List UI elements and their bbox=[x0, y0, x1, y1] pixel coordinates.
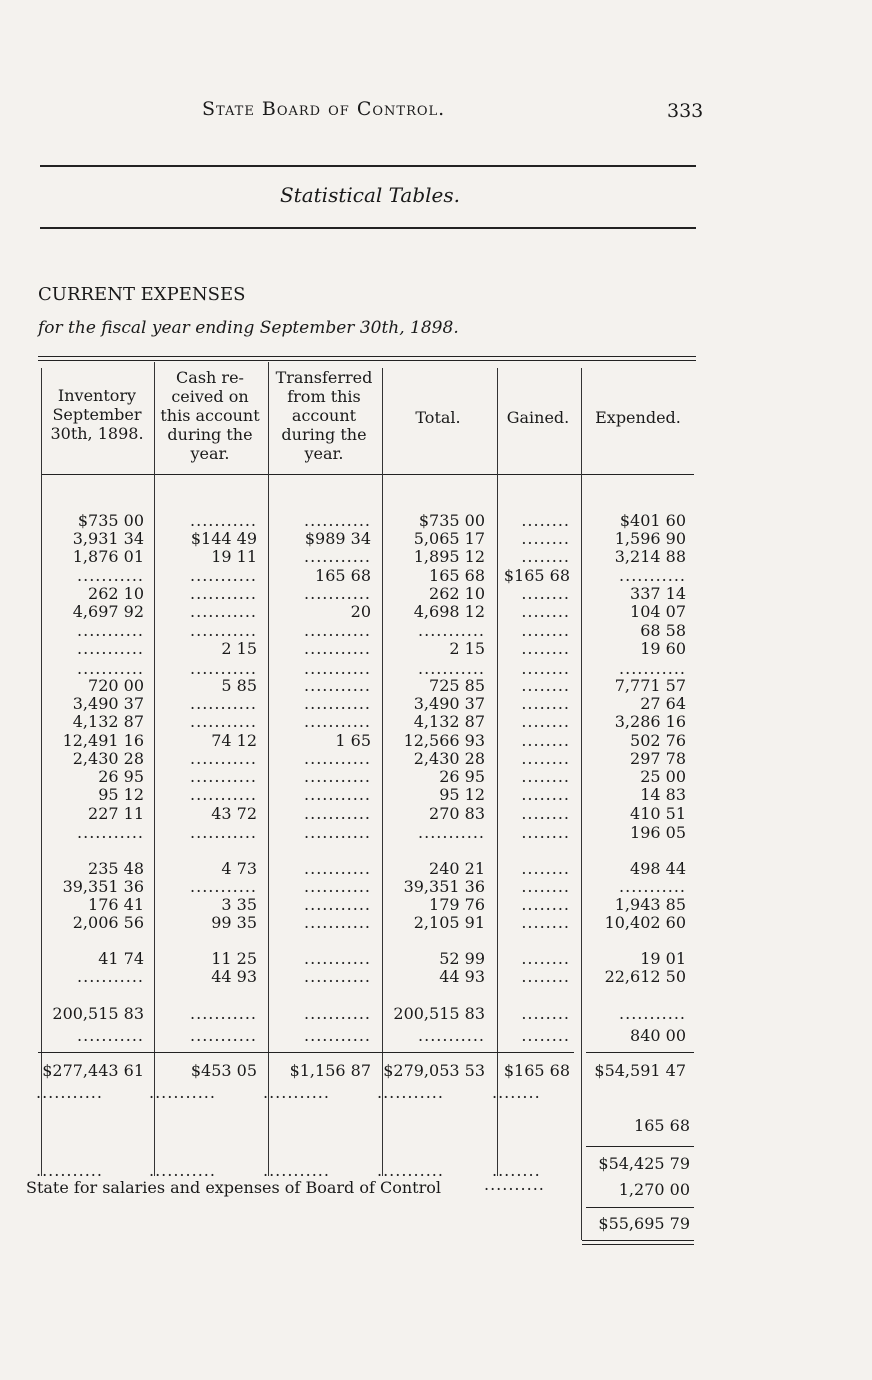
total-cell: $279,053 53 bbox=[383, 1061, 485, 1080]
table-top-rule bbox=[38, 356, 696, 357]
leader-dots: ........... bbox=[190, 823, 257, 842]
leader-dots: ........... bbox=[418, 621, 485, 640]
table-cell: $989 34 bbox=[304, 529, 371, 548]
table-cell: 4 73 bbox=[221, 859, 257, 878]
table-cell: 7,771 57 bbox=[614, 676, 686, 695]
table-cell: 3 35 bbox=[221, 895, 257, 914]
column-header bbox=[269, 368, 379, 463]
leader-dots: ........... bbox=[190, 511, 257, 530]
table-cell: 2,430 28 bbox=[413, 749, 485, 768]
table-cell: 43 72 bbox=[211, 804, 257, 823]
table-cell: 270 83 bbox=[429, 804, 485, 823]
total-cell: $54,591 47 bbox=[594, 1061, 686, 1080]
leader-dots: ........... bbox=[304, 676, 371, 695]
leader-dots: ........... bbox=[304, 639, 371, 658]
leader-dots: ........... bbox=[418, 659, 485, 678]
table-cell: 165 68 bbox=[429, 566, 485, 585]
leader-dots: ........... bbox=[619, 566, 686, 585]
table-cell: 22,612 50 bbox=[604, 967, 686, 986]
column-header-line: this account bbox=[160, 406, 260, 425]
table-cell: 68 58 bbox=[640, 621, 686, 640]
column-header-line: from this bbox=[287, 387, 361, 406]
leader-dots: ........ bbox=[521, 823, 570, 842]
table-cell: 502 76 bbox=[630, 731, 686, 750]
table-cell: 200,515 83 bbox=[52, 1004, 144, 1023]
leader-dots: ........ bbox=[521, 639, 570, 658]
table-cell: 104 07 bbox=[630, 602, 686, 621]
leader-dots: ........... bbox=[190, 621, 257, 640]
table-cell: 3,214 88 bbox=[614, 547, 686, 566]
table-cell: 10,402 60 bbox=[604, 913, 686, 932]
grand-total-rule bbox=[586, 1207, 694, 1208]
table-cell: 20 bbox=[350, 602, 371, 621]
column-header-line: during the bbox=[167, 425, 253, 444]
table-cell: 19 60 bbox=[640, 639, 686, 658]
col-divider bbox=[581, 368, 582, 1240]
leader-dots: ........ bbox=[492, 1161, 541, 1180]
column-header-line: Total. bbox=[415, 408, 461, 427]
table-cell: 2 15 bbox=[449, 639, 485, 658]
leader-dots: ........... bbox=[190, 767, 257, 786]
column-header-line: Inventory bbox=[57, 386, 137, 405]
state-leader: .......... bbox=[484, 1175, 545, 1194]
column-header-line: year. bbox=[304, 444, 344, 463]
leader-dots: ........... bbox=[304, 659, 371, 678]
leader-dots: ........... bbox=[304, 804, 371, 823]
table-cell: $144 49 bbox=[190, 529, 257, 548]
column-header-line: Gained. bbox=[506, 408, 570, 427]
leader-dots: ........ bbox=[492, 1083, 541, 1102]
leader-dots: ........ bbox=[521, 895, 570, 914]
table-cell: 25 00 bbox=[640, 767, 686, 786]
leader-dots: ........... bbox=[418, 1026, 485, 1045]
leader-dots: ........... bbox=[304, 895, 371, 914]
leader-dots: ........... bbox=[190, 877, 257, 896]
leader-dots: ........... bbox=[149, 1161, 216, 1180]
leader-dots: ........... bbox=[304, 547, 371, 566]
leader-dots: ........ bbox=[521, 877, 570, 896]
total-cell: $165 68 bbox=[503, 1061, 570, 1080]
table-cell: 227 11 bbox=[88, 804, 144, 823]
table-cell: 725 85 bbox=[429, 676, 485, 695]
table-cell: 262 10 bbox=[88, 584, 144, 603]
leader-dots: ........... bbox=[190, 712, 257, 731]
leader-dots: ........... bbox=[619, 1004, 686, 1023]
state-label: State for salaries and expenses of Board of Control bbox=[26, 1178, 441, 1197]
leader-dots: ........... bbox=[190, 785, 257, 804]
leader-dots: ........ bbox=[521, 584, 570, 603]
section-rule bbox=[40, 227, 696, 229]
column-header bbox=[498, 408, 578, 427]
column-header-line: Expended. bbox=[595, 408, 681, 427]
table-cell: 26 95 bbox=[439, 767, 485, 786]
leader-dots: ........... bbox=[619, 877, 686, 896]
column-header-line: ceived on bbox=[171, 387, 249, 406]
table-cell: 11 25 bbox=[211, 949, 257, 968]
table-cell: 5 85 bbox=[221, 676, 257, 695]
table-cell: 240 21 bbox=[429, 859, 485, 878]
table-cell: 410 51 bbox=[630, 804, 686, 823]
table-cell: 14 83 bbox=[640, 785, 686, 804]
table-cell: 176 41 bbox=[88, 895, 144, 914]
leader-dots: ........... bbox=[190, 566, 257, 585]
table-cell: 12,566 93 bbox=[403, 731, 485, 750]
leader-dots: ........ bbox=[521, 602, 570, 621]
leader-dots: ........... bbox=[377, 1161, 444, 1180]
leader-dots: ........... bbox=[304, 1026, 371, 1045]
leader-dots: ........ bbox=[521, 547, 570, 566]
table-cell: $735 00 bbox=[77, 511, 144, 530]
table-cell: 39,351 36 bbox=[62, 877, 144, 896]
table-cell: 99 35 bbox=[211, 913, 257, 932]
leader-dots: ........... bbox=[263, 1161, 330, 1180]
table-cell: 1,876 01 bbox=[72, 547, 144, 566]
table-cell: 2 15 bbox=[221, 639, 257, 658]
leader-dots: ........... bbox=[263, 1083, 330, 1102]
leader-dots: ........ bbox=[521, 1004, 570, 1023]
leader-dots: ........ bbox=[521, 621, 570, 640]
leader-dots: ........ bbox=[521, 694, 570, 713]
leader-dots: ........... bbox=[304, 749, 371, 768]
leader-dots: ........... bbox=[149, 1083, 216, 1102]
table-cell: 19 11 bbox=[211, 547, 257, 566]
column-header-line: year. bbox=[190, 444, 230, 463]
table-cell: 1 65 bbox=[335, 731, 371, 750]
table-cell: 1,943 85 bbox=[614, 895, 686, 914]
leader-dots: ........... bbox=[304, 913, 371, 932]
leader-dots: ........... bbox=[304, 859, 371, 878]
leader-dots: ........... bbox=[36, 1083, 103, 1102]
column-header-line: Cash re- bbox=[176, 368, 244, 387]
leader-dots: ........... bbox=[190, 584, 257, 603]
leader-dots: ........ bbox=[521, 659, 570, 678]
table-cell: 2,430 28 bbox=[72, 749, 144, 768]
leader-dots: ........... bbox=[377, 1083, 444, 1102]
top-rule bbox=[40, 165, 696, 167]
table-cell: 4,132 87 bbox=[72, 712, 144, 731]
leader-dots: ........... bbox=[36, 1161, 103, 1180]
table-cell: 26 95 bbox=[98, 767, 144, 786]
leader-dots: ........... bbox=[304, 621, 371, 640]
leader-dots: ........ bbox=[521, 785, 570, 804]
leader-dots: ........ bbox=[521, 731, 570, 750]
leader-dots: ........ bbox=[521, 913, 570, 932]
table-cell: 3,286 16 bbox=[614, 712, 686, 731]
leader-dots: ........... bbox=[304, 823, 371, 842]
leader-dots: ........ bbox=[521, 967, 570, 986]
leader-dots: ........ bbox=[521, 859, 570, 878]
column-header-line: during the bbox=[281, 425, 367, 444]
leader-dots: ........... bbox=[190, 659, 257, 678]
grand-total-double-rule bbox=[582, 1240, 694, 1241]
leader-dots: ........... bbox=[190, 694, 257, 713]
table-cell: $401 60 bbox=[619, 511, 686, 530]
leader-dots: ........... bbox=[304, 584, 371, 603]
table-cell: 498 44 bbox=[630, 859, 686, 878]
table-cell: 235 48 bbox=[88, 859, 144, 878]
table-heading: CURRENT EXPENSES bbox=[38, 284, 246, 305]
table-cell: 27 64 bbox=[640, 694, 686, 713]
table-cell: 95 12 bbox=[98, 785, 144, 804]
leader-dots: ........... bbox=[304, 785, 371, 804]
column-header bbox=[155, 368, 265, 463]
table-cell: 44 93 bbox=[439, 967, 485, 986]
table-cell: 1,596 90 bbox=[614, 529, 686, 548]
leader-dots: ........... bbox=[619, 659, 686, 678]
table-top-rule-2 bbox=[38, 360, 696, 361]
grand-total: $55,695 79 bbox=[598, 1214, 690, 1233]
table-cell: 39,351 36 bbox=[403, 877, 485, 896]
leader-dots: ........ bbox=[521, 749, 570, 768]
table-cell: 41 74 bbox=[98, 949, 144, 968]
leader-dots: ........... bbox=[77, 621, 144, 640]
column-header-line: Transferred bbox=[275, 368, 373, 387]
leader-dots: ........... bbox=[304, 511, 371, 530]
table-subheading: for the fiscal year ending September 30th, 1898. bbox=[38, 318, 459, 338]
table-cell: 337 14 bbox=[630, 584, 686, 603]
table-cell: 52 99 bbox=[439, 949, 485, 968]
table-cell: 720 00 bbox=[88, 676, 144, 695]
leader-dots: ........... bbox=[77, 967, 144, 986]
table-cell: $735 00 bbox=[418, 511, 485, 530]
leader-dots: ........... bbox=[304, 712, 371, 731]
leader-dots: ........... bbox=[190, 749, 257, 768]
table-cell: 5,065 17 bbox=[413, 529, 485, 548]
leader-dots: ........... bbox=[190, 1004, 257, 1023]
table-cell: 95 12 bbox=[439, 785, 485, 804]
table-cell: 165 68 bbox=[315, 566, 371, 585]
grand-total-double-rule-2 bbox=[582, 1244, 694, 1245]
total-cell: $1,156 87 bbox=[289, 1061, 371, 1080]
column-header bbox=[42, 386, 152, 443]
table-cell: 840 00 bbox=[630, 1026, 686, 1045]
leader-dots: ........ bbox=[521, 804, 570, 823]
table-cell: 200,515 83 bbox=[393, 1004, 485, 1023]
leader-dots: ........... bbox=[190, 602, 257, 621]
table-cell: 1,895 12 bbox=[413, 547, 485, 566]
leader-dots: ........... bbox=[77, 639, 144, 658]
leader-dots: ........... bbox=[190, 1026, 257, 1045]
running-header-title: State Board of Control. bbox=[202, 98, 446, 120]
column-header bbox=[383, 408, 493, 427]
column-header-line: 30th, 1898. bbox=[50, 424, 144, 443]
total-cell: $277,443 61 bbox=[42, 1061, 144, 1080]
net-amount: $54,425 79 bbox=[598, 1154, 690, 1173]
table-cell: 44 93 bbox=[211, 967, 257, 986]
table-cell: 196 05 bbox=[630, 823, 686, 842]
totals-rule bbox=[38, 1052, 574, 1053]
section-title: Statistical Tables. bbox=[279, 183, 461, 207]
header-bottom-rule bbox=[42, 474, 694, 475]
table-cell: 74 12 bbox=[211, 731, 257, 750]
table-cell: 4,698 12 bbox=[413, 602, 485, 621]
table-cell: 3,490 37 bbox=[72, 694, 144, 713]
state-amount: 1,270 00 bbox=[618, 1180, 690, 1199]
deduction-amount: 165 68 bbox=[634, 1116, 690, 1135]
column-header-line: September bbox=[52, 405, 142, 424]
leader-dots: ........... bbox=[304, 949, 371, 968]
leader-dots: ........... bbox=[77, 659, 144, 678]
column-header-line: account bbox=[291, 406, 357, 425]
table-cell: 3,490 37 bbox=[413, 694, 485, 713]
leader-dots: ........ bbox=[521, 529, 570, 548]
table-cell: 262 10 bbox=[429, 584, 485, 603]
totals-rule-expended bbox=[586, 1052, 694, 1053]
leader-dots: ........ bbox=[521, 949, 570, 968]
leader-dots: ........... bbox=[304, 877, 371, 896]
leader-dots: ........... bbox=[304, 967, 371, 986]
table-cell: 2,105 91 bbox=[413, 913, 485, 932]
leader-dots: ........ bbox=[521, 1026, 570, 1045]
leader-dots: ........ bbox=[521, 511, 570, 530]
leader-dots: ........... bbox=[304, 694, 371, 713]
total-cell: $453 05 bbox=[190, 1061, 257, 1080]
table-cell: 12,491 16 bbox=[62, 731, 144, 750]
table-cell: $165 68 bbox=[503, 566, 570, 585]
page-number: 333 bbox=[667, 100, 704, 122]
net-rule bbox=[586, 1146, 694, 1147]
leader-dots: ........... bbox=[304, 1004, 371, 1023]
table-cell: 297 78 bbox=[630, 749, 686, 768]
table-cell: 179 76 bbox=[429, 895, 485, 914]
table-cell: 2,006 56 bbox=[72, 913, 144, 932]
leader-dots: ........ bbox=[521, 712, 570, 731]
leader-dots: ........... bbox=[418, 823, 485, 842]
leader-dots: ........ bbox=[521, 767, 570, 786]
leader-dots: ........... bbox=[77, 823, 144, 842]
column-header bbox=[582, 408, 694, 427]
leader-dots: ........ bbox=[521, 676, 570, 695]
table-cell: 3,931 34 bbox=[72, 529, 144, 548]
leader-dots: ........... bbox=[304, 767, 371, 786]
table-cell: 4,132 87 bbox=[413, 712, 485, 731]
leader-dots: ........... bbox=[77, 566, 144, 585]
leader-dots: ........... bbox=[77, 1026, 144, 1045]
table-cell: 19 01 bbox=[640, 949, 686, 968]
table-cell: 4,697 92 bbox=[72, 602, 144, 621]
